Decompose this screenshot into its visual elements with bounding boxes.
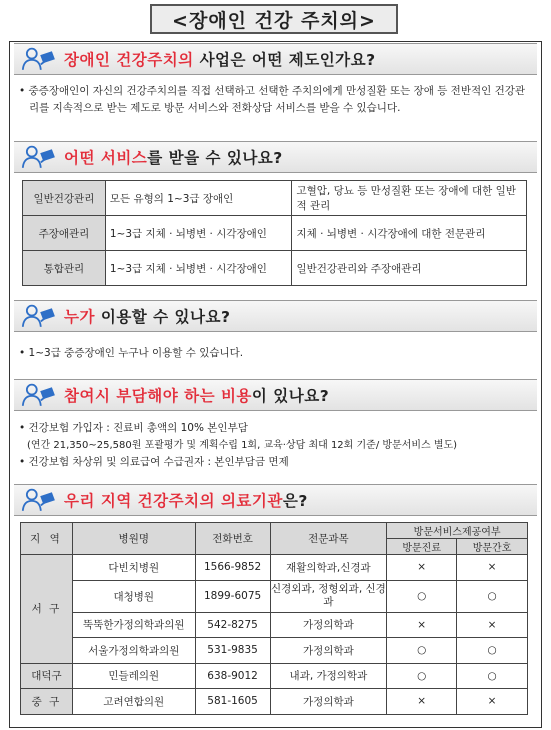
hospitals-table [20, 522, 528, 715]
col-department: 전문과목 [270, 523, 387, 555]
visit-nurse-mark: × [457, 689, 528, 715]
person-icon [14, 380, 64, 410]
table-row [21, 555, 528, 581]
table-row [23, 251, 527, 286]
table-row [21, 663, 528, 689]
cost-line: • 건강보험 차상위 및 의료급여 수급권자 : 본인부담금 면제 [19, 456, 289, 468]
service-target: 1~3급 지체 · 뇌병변 · 시각장애인 [105, 251, 292, 286]
col-phone: 전화번호 [195, 523, 270, 555]
section-title-text: 이용할 수 있나요? [94, 308, 231, 326]
visit-doctor-mark: × [387, 555, 457, 581]
person-icon [14, 142, 64, 172]
hospital-phone: 531-9835 [195, 638, 270, 664]
section-title-highlight: 장애인 건강주치의 [64, 51, 194, 69]
visit-nurse-mark: × [457, 555, 528, 581]
visit-doctor-mark: × [387, 689, 457, 715]
service-target: 1~3급 지체 · 뇌병변 · 시각장애인 [105, 216, 292, 251]
col-region: 지 역 [21, 523, 73, 555]
table-row [23, 216, 527, 251]
table-row [21, 689, 528, 715]
eligibility-paragraph: • 1~3급 중증장애인 누구나 이용할 수 있습니다. [19, 347, 244, 359]
visit-nurse-mark: ○ [457, 663, 528, 689]
section-header-cost [14, 379, 537, 411]
visit-doctor-mark: ○ [387, 580, 457, 612]
hospital-name: 서울가정의학과의원 [72, 638, 195, 664]
visit-doctor-mark: ○ [387, 663, 457, 689]
hospital-name: 대청병원 [72, 580, 195, 612]
col-hospital-name: 병원명 [72, 523, 195, 555]
section-header-services [14, 141, 537, 173]
visit-doctor-mark: × [387, 612, 457, 638]
service-desc: 고혈압, 당뇨 등 만성질환 또는 장애에 대한 일반적 관리 [292, 181, 527, 216]
hospital-name: 고려연합의원 [72, 689, 195, 715]
section-title-text: 이 있나요? [251, 387, 330, 405]
cost-paragraph [19, 420, 534, 471]
col-visit-service: 방문서비스제공여부 [387, 523, 528, 539]
hospital-dept: 가정의학과 [270, 612, 387, 638]
section-title-highlight: 참여시 부담해야 하는 비용 [64, 387, 252, 405]
table-header-row [21, 523, 528, 539]
person-icon [14, 44, 64, 74]
hospital-phone: 542-8275 [195, 612, 270, 638]
section-header-who [14, 300, 537, 332]
table-row [21, 612, 528, 638]
region-cell: 서 구 [21, 555, 73, 664]
description-paragraph: • 중증장애인이 자신의 건강주치의를 직접 선택하고 선택한 주치의에게 만성질환 또는 장애 등 전반적인 건강관리를 지속적으로 받는 제도로 방문 서비스와 전화상담 서비스를 받을 수 있습니다. [19, 85, 526, 114]
services-table [22, 180, 527, 286]
person-icon [14, 301, 64, 331]
hospital-phone: 1566-9852 [195, 555, 270, 581]
hospital-dept: 내과, 가정의학과 [270, 663, 387, 689]
table-row [21, 638, 528, 664]
section-title-highlight: 누가 [64, 308, 95, 326]
hospital-name: 다빈치병원 [72, 555, 195, 581]
region-cell: 중 구 [21, 689, 73, 715]
person-icon [14, 485, 64, 515]
visit-nurse-mark: ○ [457, 580, 528, 612]
table-row [23, 181, 527, 216]
cost-line: • 건강보험 가입자 : 진료비 총액의 10% 본인부담 [19, 422, 248, 434]
hospital-dept: 가정의학과 [270, 689, 387, 715]
hospital-dept: 재활의학과,신경과 [270, 555, 387, 581]
hospital-dept: 신경외과, 정형외과, 신경과 [270, 580, 387, 612]
cost-line: (연간 21,350~25,580원 포괄평가 및 계획수립 1회, 교육·상담 최대 12회 기준/ 방문서비스 별도) [27, 440, 458, 451]
hospital-name: 뚝뚝한가정의학과의원 [72, 612, 195, 638]
service-desc: 일반건강관리와 주장애관리 [292, 251, 527, 286]
section-title-text: 사업은 어떤 제도인가요? [193, 51, 376, 69]
hospital-dept: 가정의학과 [270, 638, 387, 664]
visit-nurse-mark: × [457, 612, 528, 638]
service-type: 일반건강관리 [23, 181, 106, 216]
visit-doctor-mark: ○ [387, 638, 457, 664]
page-title: <장애인 건강 주치의> [150, 4, 398, 34]
section-header-what [14, 43, 537, 75]
service-desc: 지체 · 뇌병변 · 시각장애에 대한 전문관리 [292, 216, 527, 251]
hospital-phone: 581-1605 [195, 689, 270, 715]
service-type: 주장애관리 [23, 216, 106, 251]
section-title-highlight: 우리 지역 건강주치의 의료기관 [64, 492, 283, 510]
col-visit-doctor: 방문진료 [387, 539, 457, 555]
hospital-phone: 1899-6075 [195, 580, 270, 612]
section-title-highlight: 어떤 서비스 [64, 149, 148, 167]
section-header-hospitals [14, 484, 537, 516]
service-type: 통합관리 [23, 251, 106, 286]
table-row [21, 580, 528, 612]
section-title-text: 를 받을 수 있나요? [147, 149, 283, 167]
region-cell: 대덕구 [21, 663, 73, 689]
col-visit-nurse: 방문간호 [457, 539, 528, 555]
hospital-name: 민들레의원 [72, 663, 195, 689]
section-title-text: 은? [282, 492, 308, 510]
visit-nurse-mark: ○ [457, 638, 528, 664]
hospital-phone: 638-9012 [195, 663, 270, 689]
service-target: 모든 유형의 1~3급 장애인 [105, 181, 292, 216]
